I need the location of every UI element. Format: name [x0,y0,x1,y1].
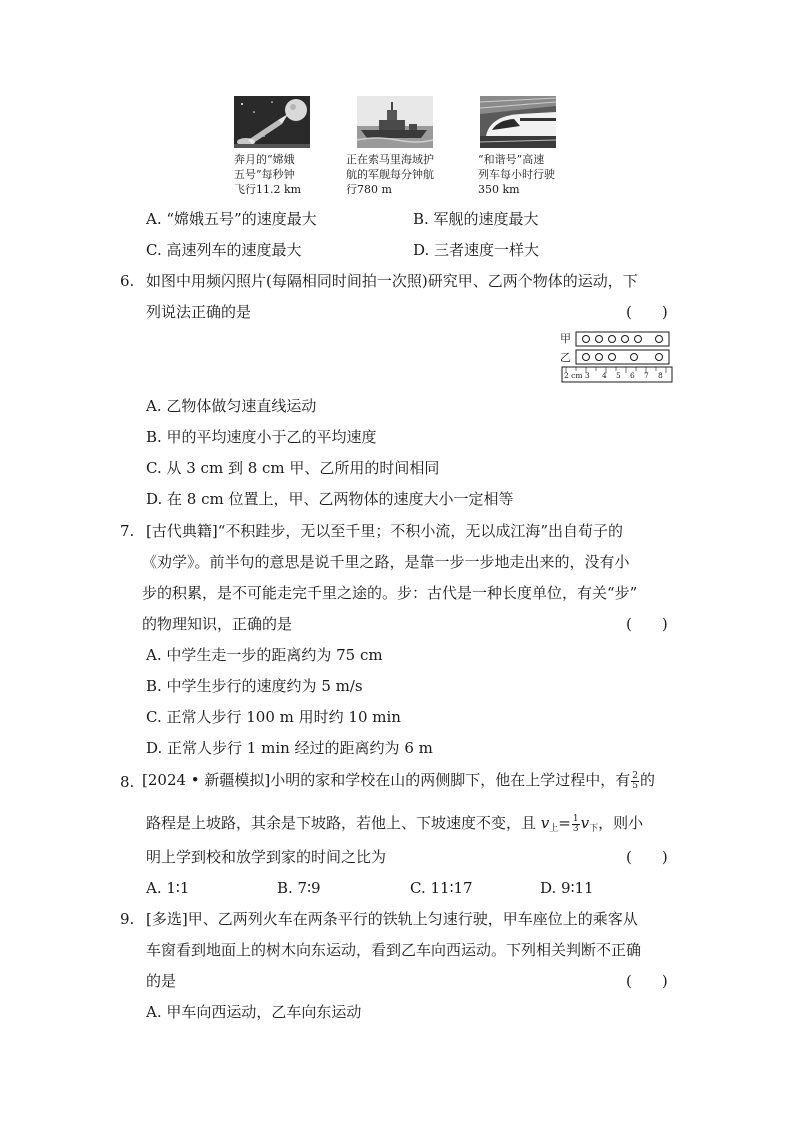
warship-photo [357,96,433,148]
row-label-jia: 甲 [560,332,571,345]
velocity-symbol: v [580,814,590,832]
ruler-label: 2 cm [564,371,583,380]
q6-option-a: A. 乙物体做匀速直线运动 [146,397,317,415]
strobe-figure [560,329,674,384]
q8-option-d: D. 9∶11 [540,879,594,897]
fraction-denominator: 5 [632,780,638,791]
q8-line1-text: [2024 • 新疆模拟]小明的家和学校在山的两侧脚下，他在上学过程中，有 [142,771,631,789]
q9-stem-line3: 的是 [146,972,177,990]
q9-stem-line1: [多选]甲、乙两列火车在两条平行的铁轨上匀速行驶，甲车座位上的乘客从 [146,910,638,928]
q6-option-b: B. 甲的平均速度小于乙的平均速度 [146,428,377,446]
picture-caption: 正在索马里海域护 航的军舰每分钟航 行780 m [346,153,434,196]
q7-stem-line4: 的物理知识，正确的是 [142,615,293,633]
picture-caption: 奔月的“嫦娥 五号”每秒钟 飞行11.2 km [234,153,302,196]
q8-line2-text: 路程是上坡路，其余是下坡路，若他上、下坡速度不变，且 [146,814,537,832]
q9-option-a: A. 甲车向西运动，乙车向东运动 [146,1003,362,1021]
train-photo [480,96,556,148]
equals-sign: = [558,814,571,832]
q5-option-c: C. 高速列车的速度最大 [146,241,302,259]
q9-stem-line2: 车窗看到地面上的树木向东运动，看到乙车向西运动。下列相关判断不正确 [146,941,642,959]
q8-option-a: A. 1∶1 [146,879,190,897]
ruler-label: 3 [585,371,590,380]
q7-stem-line3: 步的积累，是不可能走完千里之途的。步：古代是一种长度单位，有关“步” [142,584,638,602]
subscript-up: 上 [549,824,559,834]
answer-blank: ( ) [626,303,668,321]
q6-option-c: C. 从 3 cm 到 8 cm 甲、乙所用的时间相同 [146,459,440,477]
q8-number: 8. [120,773,135,791]
velocity-symbol: v [540,814,550,832]
fraction-numerator: 1 [572,813,579,824]
q8-option-c: C. 11∶17 [410,879,473,897]
ruler-label: 8 [658,371,663,380]
q9-number: 9. [120,910,135,928]
q8-line2-end: ，则小 [598,814,644,832]
fraction-one-third [572,815,580,834]
row-label-yi: 乙 [560,351,571,364]
q8-line1-end: 的 [640,771,656,789]
answer-blank: ( ) [626,615,668,633]
q8-option-b: B. 7∶9 [277,879,321,897]
q6-option-d: D. 在 8 cm 位置上，甲、乙两物体的速度大小一定相等 [146,490,514,508]
q5-option-b: B. 军舰的速度最大 [413,210,539,228]
fraction-numerator: 2 [632,770,638,781]
q8-stem-line2 [146,813,643,839]
q5-option-a: A. “嫦娥五号”的速度最大 [146,210,317,228]
q8-stem-line1 [142,770,655,791]
fraction-denominator: 3 [572,823,579,834]
subscript-down: 下 [589,824,599,834]
q6-stem-line1: 如图中用频闪照片(每隔相同时间拍一次照)研究甲、乙两个物体的运动，下 [146,272,638,290]
picture-caption: “和谐号”高速 列车每小时行驶 350 km [478,153,555,196]
q7-stem-line2: 《劝学》。前半句的意思是说千里之路，是靠一步一步地走出来的，没有小 [142,553,630,571]
ruler-label: 6 [630,371,635,380]
rocket-moon-photo [234,96,310,148]
q7-number: 7. [120,522,135,540]
ruler-label: 7 [644,371,649,380]
ruler-label: 4 [602,371,607,380]
ruler-label: 5 [616,371,621,380]
q6-stem-line2: 列说法正确的是 [146,303,252,321]
q7-option-a: A. 中学生走一步的距离约为 75 cm [146,646,383,664]
q6-number: 6. [120,272,135,290]
answer-blank: ( ) [626,848,668,866]
q5-option-d: D. 三者速度一样大 [413,241,540,259]
fraction-two-fifths [631,772,639,791]
q7-stem-line1: [古代典籍]“不积跬步，无以至千里；不积小流，无以成江海”出自荀子的 [146,522,624,540]
q7-option-b: B. 中学生步行的速度约为 5 m/s [146,677,363,695]
q8-stem-line3: 明上学到校和放学到家的时间之比为 [146,848,387,866]
answer-blank: ( ) [626,972,668,990]
q7-option-c: C. 正常人步行 100 m 用时约 10 min [146,708,401,726]
q7-option-d: D. 正常人步行 1 min 经过的距离约为 6 m [146,739,433,757]
